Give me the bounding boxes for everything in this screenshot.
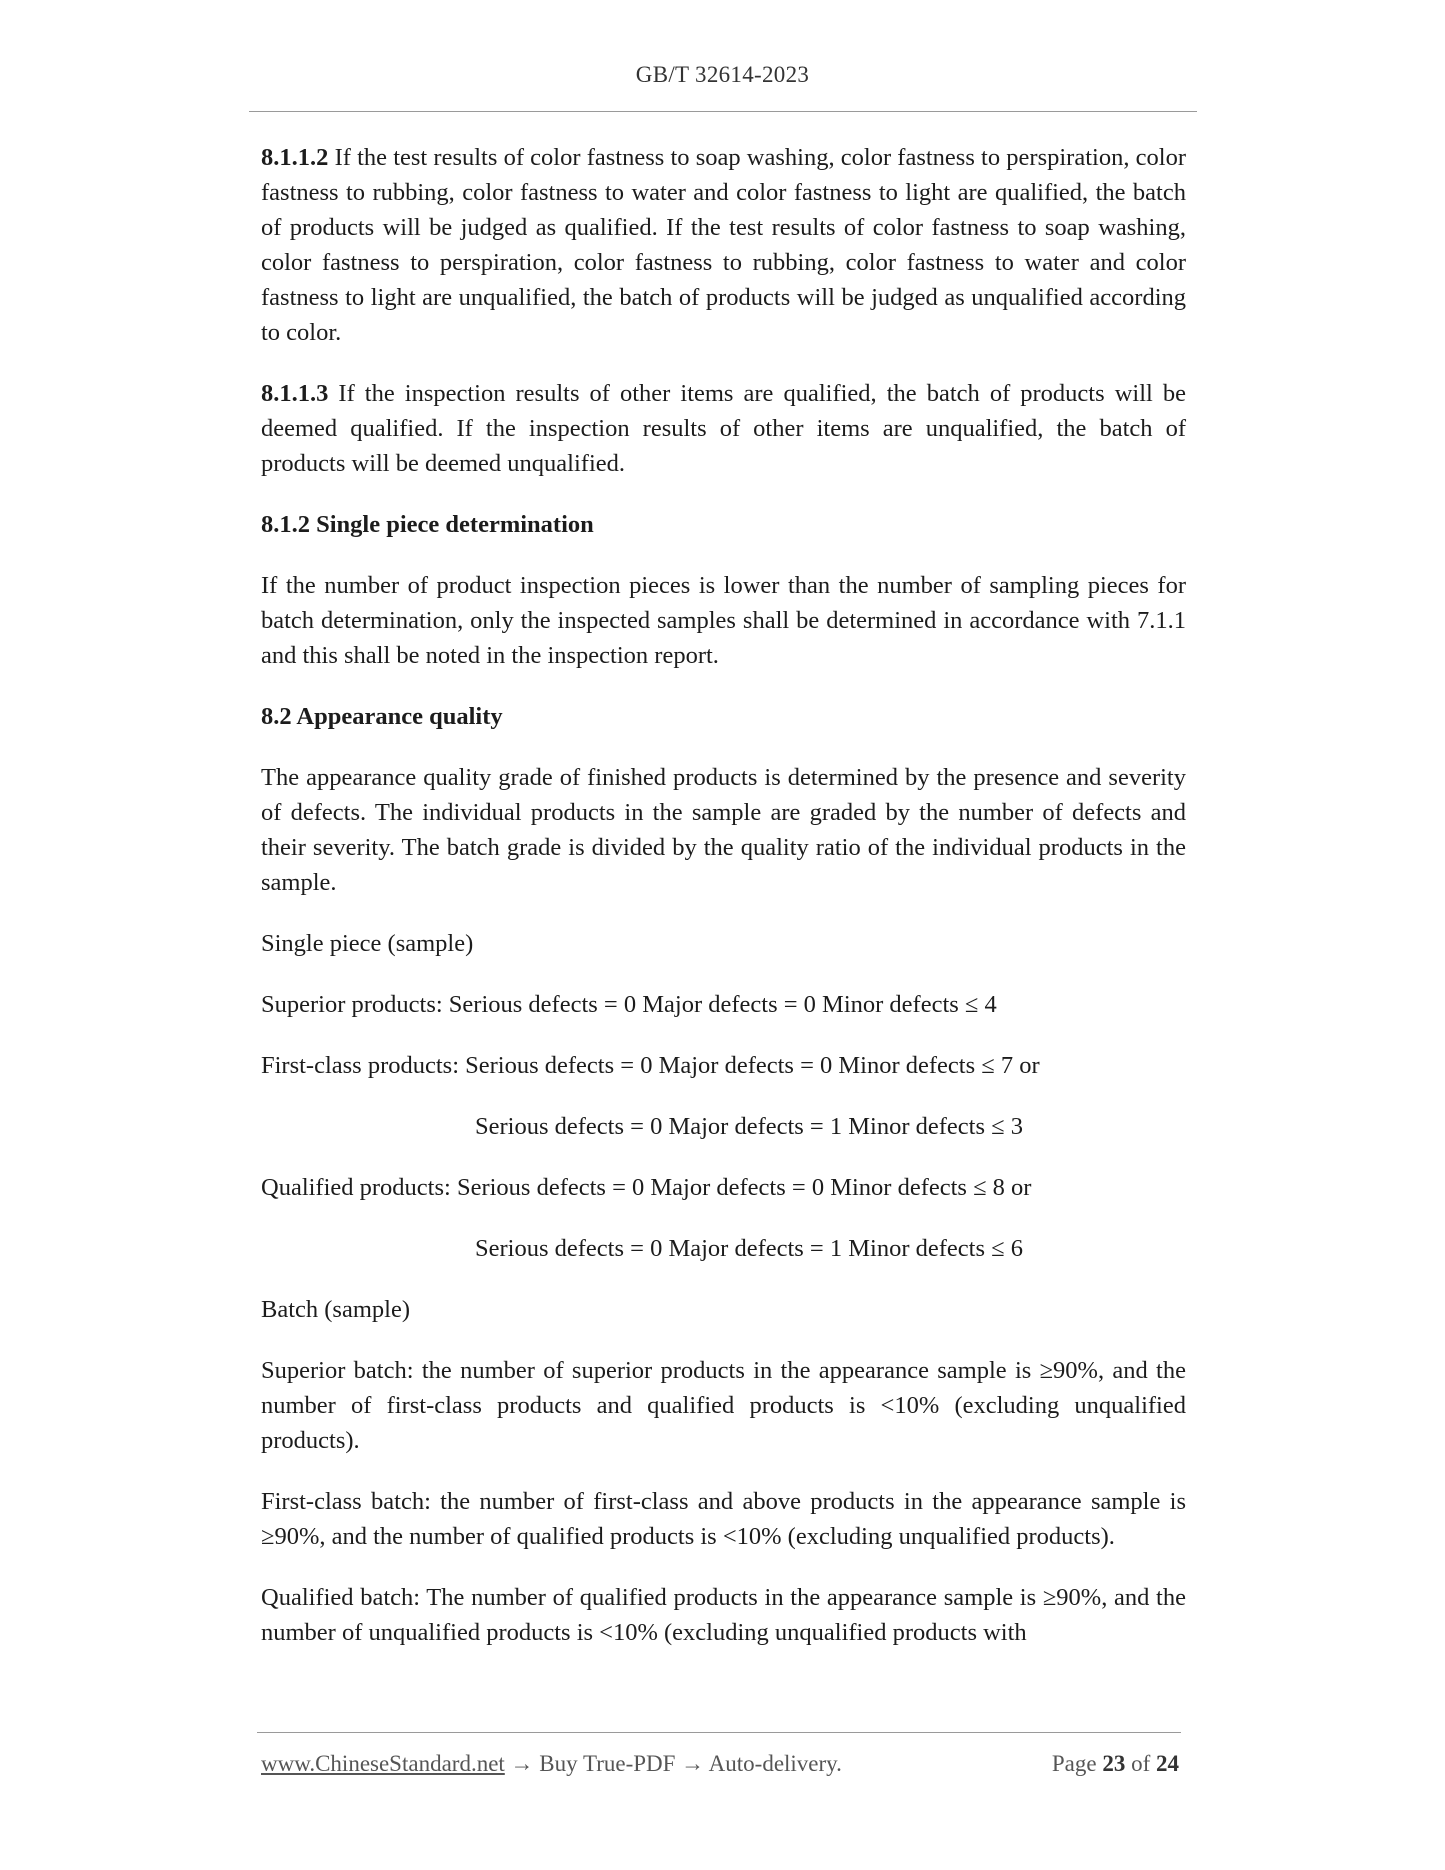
clause-number: 8.1.1.3 — [261, 380, 329, 407]
superior-batch-rule: Superior batch: the number of superior products in the appearance sample is ≥90%, and the number of first-class products and qualified products is <10% (excluding unqualified products). — [261, 1357, 1186, 1454]
standard-code: GB/T 32614-2023 — [635, 62, 810, 87]
site-link[interactable]: www.ChineseStandard.net — [261, 1751, 505, 1776]
superior-products-rule: Superior products: Serious defects = 0 Major defects = 0 Minor defects ≤ 4 — [261, 991, 997, 1018]
header-divider — [249, 111, 1197, 112]
total-page-number: 24 — [1156, 1751, 1179, 1776]
heading-8-2: 8.2 Appearance quality — [261, 703, 503, 730]
paragraph-single-piece-determination: If the number of product inspection pieces is lower than the number of sampling pieces for batch determination, only the inspected samples shall be determined in accordance with 7.1.1 and this shall be noted in the inspection report. — [261, 572, 1186, 669]
footer-promo — [261, 1751, 842, 1777]
heading-8-1-2: 8.1.2 Single piece determination — [261, 511, 594, 538]
first-class-products-rule: First-class products: Serious defects = 0 Major defects = 0 Minor defects ≤ 7 or — [261, 1052, 1040, 1079]
document-header — [0, 62, 1445, 88]
page-content — [261, 140, 1186, 1676]
batch-label: Batch (sample) — [261, 1296, 410, 1323]
paragraph-appearance-intro: The appearance quality grade of finished products is determined by the presence and severity of defects. The individual products in the sample are graded by the number of defects and their severity. The batch grade is divided by the quality ratio of the individual products in the sample. — [261, 764, 1186, 896]
page-indicator — [1052, 1751, 1179, 1777]
clause-number: 8.1.1.2 — [261, 144, 329, 171]
clause-8-1-1-3 — [261, 376, 1186, 481]
of-word: of — [1125, 1751, 1156, 1776]
clause-text: If the test results of color fastness to soap washing, color fastness to perspiration, color fastness to rubbing, color fastness to water and color fastness to light are qualified, the batch of products will be judged as qualified. If the test results of color fastness to soap washing, color fastness to perspiration, color fastness to rubbing, color fastness to water and color fastness to light are unqualified, the batch of products will be judged as unqualified according to color. — [261, 144, 1186, 346]
footer-divider — [257, 1732, 1181, 1733]
first-class-products-alt-rule: Serious defects = 0 Major defects = 1 Minor defects ≤ 3 — [475, 1113, 1023, 1140]
page-word: Page — [1051, 1751, 1103, 1776]
clause-text: If the inspection results of other items are qualified, the batch of products will be deemed qualified. If the inspection results of other items are unqualified, the batch of products will be deemed unqualified. — [261, 380, 1186, 477]
single-piece-label: Single piece (sample) — [261, 930, 474, 957]
qualified-products-alt-rule: Serious defects = 0 Major defects = 1 Minor defects ≤ 6 — [475, 1235, 1023, 1262]
first-class-batch-rule: First-class batch: the number of first-class and above products in the appearance sample is ≥90%, and the number of qualified products is <10% (excluding unqualified products). — [261, 1488, 1186, 1550]
current-page-number: 23 — [1102, 1751, 1126, 1776]
clause-8-1-1-2 — [261, 140, 1186, 350]
qualified-products-rule: Qualified products: Serious defects = 0 Major defects = 0 Minor defects ≤ 8 or — [261, 1174, 1032, 1201]
promo-text: → Buy True-PDF → Auto-delivery. — [504, 1751, 842, 1776]
qualified-batch-rule: Qualified batch: The number of qualified products in the appearance sample is ≥90%, and the number of unqualified products is <10% (excluding unqualified products with — [261, 1584, 1186, 1646]
